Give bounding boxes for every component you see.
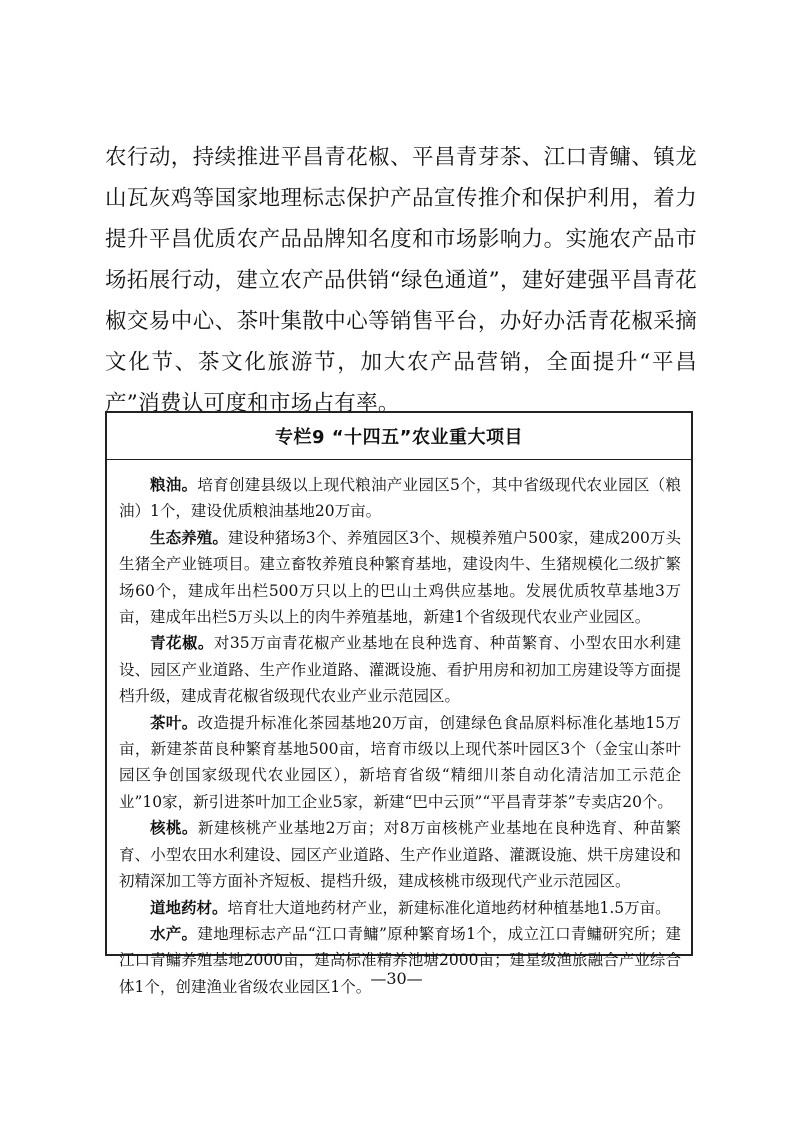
item-text: 建地理标志产品“江口青鳙”原种繁育场1个，成立江口青鳙研究所；建江口青鳙养殖基地2000亩，建高标准精养池塘2000亩；建星级渔旅融合产业综合体1个，创建渔业省级农业园区1个。 bbox=[119, 924, 681, 996]
item-label: 水产。 bbox=[150, 924, 198, 943]
body-text bbox=[105, 137, 697, 424]
project-item-eco-breeding bbox=[119, 525, 681, 631]
item-label: 粮油。 bbox=[150, 476, 198, 494]
item-label: 核桃。 bbox=[150, 819, 198, 838]
item-text: 改造提升标准化茶园基地20万亩，创建绿色食品原料标准化基地15万亩，新建茶苗良种繁育基地500亩，培育市级以上现代茶叶园区3个（金宝山茶叶园区争创国家级现代农业园区），新培育省级“精细川茶自动化清洁加工示范企业”10家，新引进茶叶加工企业5家，新建“巴中云顶”“平昌青芽茶”专卖店20个。 bbox=[119, 713, 681, 811]
item-text: 培育壮大道地药材产业，新建标准化道地药材种植基地1.5万亩。 bbox=[227, 898, 671, 917]
item-label: 青花椒。 bbox=[150, 634, 214, 653]
project-item-herbs bbox=[119, 895, 681, 921]
item-label: 茶叶。 bbox=[150, 713, 198, 732]
project-item-aquatic bbox=[119, 921, 681, 1000]
page-number: —30— bbox=[370, 969, 423, 988]
box-header bbox=[107, 413, 691, 460]
project-item-green-pepper bbox=[119, 630, 681, 709]
item-label: 道地药材。 bbox=[150, 898, 228, 917]
box-title: 专栏9 “十四五”农业重大项目 bbox=[275, 427, 523, 448]
project-item-walnut bbox=[119, 815, 681, 894]
item-text: 对35万亩青花椒产业基地在良种选育、种苗繁育、小型农田水利建设、园区产业道路、生产作业道路、灌溉设施、看护用房和初加工房建设等方面提档升级，建成青花椒省级现代农业产业示范园区。 bbox=[119, 634, 681, 706]
project-item-tea bbox=[119, 710, 681, 816]
item-text: 培育创建县级以上现代粮油产业园区5个，其中省级现代农业园区（粮油）1个，建设优质粮油基地20万亩。 bbox=[119, 476, 681, 521]
box-content bbox=[107, 460, 691, 1000]
item-text: 新建核桃产业基地2万亩；对8万亩核桃产业基地在良种选育、种苗繁育、小型农田水利建设、园区产业道路、生产作业道路、灌溉设施、烘干房建设和初精深加工等方面补齐短板、提档升级，建成核桃市级现代产业示范园区。 bbox=[119, 819, 681, 891]
item-label: 生态养殖。 bbox=[150, 528, 228, 547]
body-paragraph: 农行动，持续推进平昌青花椒、平昌青芽茶、江口青鳙、镇龙山瓦灰鸡等国家地理标志保护产品宣传推介和保护利用，着力提升平昌优质农产品品牌知名度和市场影响力。实施农产品市场拓展行动，建立农产品供销“绿色通道”，建好建强平昌青花椒交易中心、茶叶集散中心等销售平台，办好办活青花椒采摘文化节、茶文化旅游节，加大农产品营销，全面提升“平昌产”消费认可度和市场占有率。 bbox=[105, 145, 697, 416]
item-text: 建设种猪场3个、养殖园区3个、规模养殖户500家，建成200万头生猪全产业链项目。建立畜牧养殖良种繁育基地，建设肉牛、生猪规模化二级扩繁场60个，建成年出栏500万只以上的巴山土鸡供应基地。发展优质牧草基地3万亩，建成年出栏5万头以上的肉牛养殖基地，新建1个省级现代农业产业园区。 bbox=[119, 528, 681, 627]
project-item-grain-oil bbox=[119, 472, 681, 525]
